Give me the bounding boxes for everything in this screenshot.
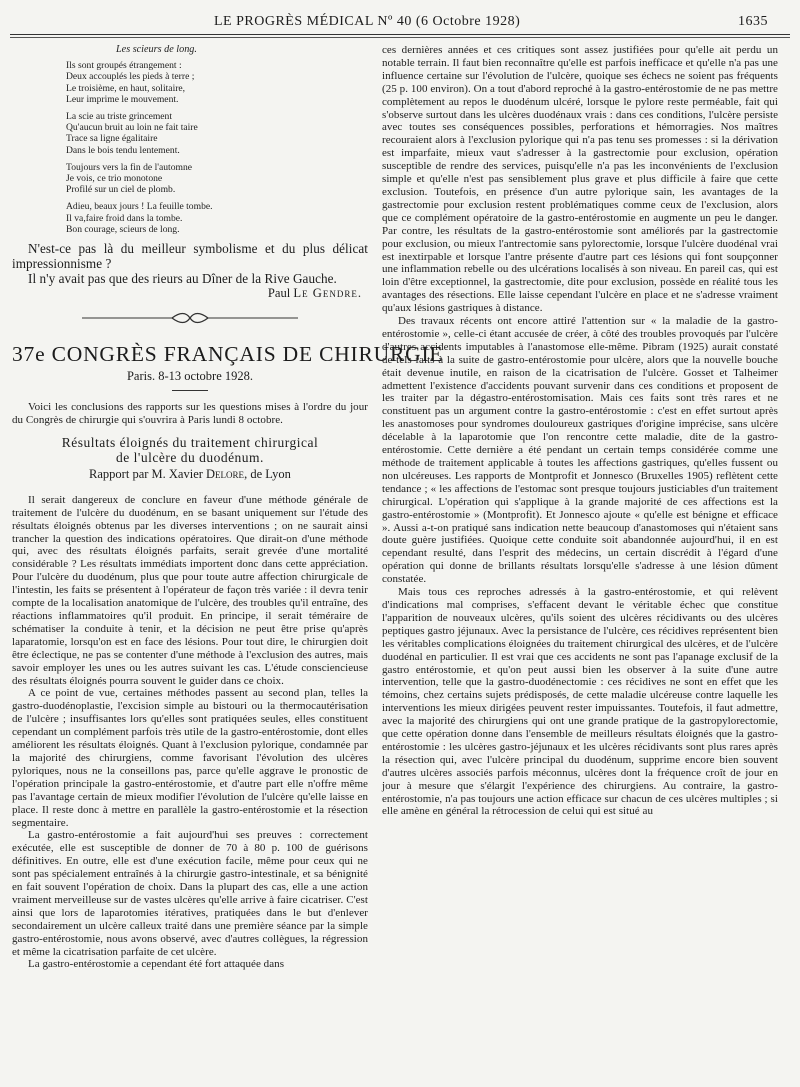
signature-last: Le Gendre. <box>293 286 362 301</box>
report-author-name: Delore <box>206 466 245 481</box>
closing-paragraph: N'est-ce pas là du meilleur symbolisme et du plus délicat impressionnisme ? <box>12 241 368 272</box>
body-paragraph: ces dernières années et ces critiques sont assez justifiées pour qu'elle ait perdu un notable terrain. Il faut bien reconnaître qu'elle est parfois inefficace et qu'elle n'a pas une influence certaine sur l'évolution de l'ulcère, quoique ses échecs ne soient pas fréquents (25 p. 100 environ). On a tout d'abord reproché à la gastro-entérostomie de ne pas mettre complètement au repos le duodénum ulcéré, lorsque le pylore reste perméable, fait qui s'observe surtout dans les ulcères duodénaux vrais : dans ces conditions, l'ulcère persiste avec toutes ses conséquences possibles, perforations et hémorragies. Nos maîtres recouraient alors à l'exclusion pylorique qui n'a pas tenu ses promesses : si la dérivation est imparfaite, mieux vaut s'adresser à la gastrectomie pour exclusion, opération susceptible de rendre des services, puisqu'elle n'a pas les inconvénients de l'exclusion simple et qu'elle n'est pas sensiblement plus grave et plus difficile à faire que cette exclusion. Toutefois, en présence d'un autre pylorique sain, les avantages de la gastrectomie pour exclusion restent problématiques comme ceux de l'exclusion, alors que ce complément opératoire de la gastro-entérostomie en augmente un peu le danger. Par contre, les résultats de la gastro-entérostomie sont améliorés par la gastrectomie pour exclusion, ou mieux l'antrectomie sans pylorectomie, lorsque l'ulcère duodénal vrai est inextirpable et lorsque l'antre présente d'autre part ces lésions qui font soupçonner une inflammation rebelle ou des ulcérations localisés à son niveau. En pareil cas, qui est loin d'être exceptionnel, la gastrectomie, dite pour exclusion, possède en réalité tous les avantages des résections. Elle laisse cependant l'ulcère en place et ne s'adresse vraiment qu'aux lésions gastriques à distance. <box>382 44 778 315</box>
poem-line: Je vois, ce trio monotone <box>66 173 163 185</box>
poem-line: La scie au triste grincement <box>66 111 173 123</box>
header-rule <box>10 34 790 35</box>
poem-stanza <box>66 162 368 196</box>
poem-line: Dans le bois tendu lentement. <box>66 144 180 156</box>
poem-title: Les scieurs de long. <box>116 44 197 55</box>
closing-paragraph: Il n'y avait pas que des rieurs au Dîner de la Rive Gauche. <box>28 271 337 287</box>
poem-line: Qu'aucun bruit au loin ne fait taire <box>66 122 198 134</box>
poem-line: Leur imprime le mouvement. <box>66 93 179 105</box>
running-header <box>14 10 786 36</box>
report-author-suffix: , de Lyon <box>244 466 291 481</box>
signature <box>12 286 362 301</box>
page-number: 1635 <box>738 14 768 29</box>
right-column <box>382 44 778 1079</box>
poem <box>66 44 368 235</box>
divider <box>172 390 208 391</box>
body-paragraph: Mais tous ces reproches adressés à la gastro-entérostomie, et qui relèvent d'indications mal comprises, s'effacent devant le véritable échec que constitue l'apparition de nouveaux ulcères, qu'ils soient des ulcères récidivants ou des ulcères peptiques gastro jéjunaux. Avec la persistance de l'ulcère, ces récidives représentent bien les véritables complications éloignées du traitement chirurgical des ulcères, et de l'ulcère duodénal en particulier. Il est vrai que ces accidents ne sont pas l'apanage exclusif de la gastro entérostomie, et qu'on peut aussi bien les observer à la suite d'une autre intervention, telle que la gastro-duodénectomie : ces récidives ne sont en effet que les témoins, chez certains sujets prédisposés, de cette maladie ulcéreuse contre laquelle les interventions les mieux dirigées peuvent rester impuissantes. Toutefois, il faut admettre, avec la majorité des chirurgiens qui ont une grande pratique de la gastropylorectomie, que cette opération donne dans l'ensemble de meilleurs résultats éloignés que la gastro-entérostomie : les ulcères gastro-jéjunaux et les ulcères récidivants sont plus rares après la résection qui, avec l'ulcère principal du duodénum, supprime encore bien souvent d'autres ulcères associés parfois méconnus, ulcères dont la fréquence croît de jour en jour à mesure que s'élargit l'expérience des chirurgiens. Au contraire, la gastro-entérostomie, n'a pas toujours une action efficace sur chacun de ces ulcères multiples ; si elle amène en général la rétrocession de celui qui est situé au <box>382 586 778 818</box>
body-paragraph: Des travaux récents ont encore attiré l'attention sur « la maladie de la gastro-entérostomie », celle-ci étant accusée de créer, à côté des troubles provoqués par l'ulcère d'autres accidents imputables à l'anastomose elle-même. Pibram (1925) aurait constaté de tels faits à la suite de gastro-entérostomie pour ulcère, alors que la nouvelle bouche était devenue inutile, en raison de la cicatrisation de l'ulcère. Gosset et Talheimer admettent l'existence d'accidents pouvant survenir dans ces conditions et proposent de les traiter par la dégastro-entérostomisation. Mais ces faits sont très rares et ne constituent pas un argument contre la gastro-entérostomie : c'est en effet surtout après les anastomoses pour syndromes douloureux gastriques d'origine imprécise, sans ulcère décelable à la laparotomie que l'on rencontre cette maladie, dite de la gastro-entérostomie. Cette dernière a été pendant un certain temps considérée comme une méthode de traitement applicable à toutes les affections gastriques, qu'elles fussent ou non ulcéreuses. Les rapports de Montprofit et Jonnesco (Bruxelles 1905) reflètent cette tendance ; « les affections de l'estomac sont presque toujours justiciables d'un traitement chirurgical. L'opération qui s'applique à la grande majorité de ces affections est la gastro-entérostomie » (Montprofit). Et Jonnesco ajoute « qu'elle est bénigne et efficace ». Aussi a-t-on pratiqué sans indication nette beaucoup d'anastomoses qui n'étaient sans doute guère justifiées. Quoique cette conduite soit abandonnée aujourd'hui, il en est cependant resulté, dans l'esprit des médecins, un certain discrédit à l'égard d'une opération qui donne de brillants résultats lorsqu'elle s'adresse à une lésion dûment constatée. <box>382 315 778 586</box>
poem-line: Trace sa ligne égalitaire <box>66 133 158 145</box>
running-head-title: LE PROGRÈS MÉDICAL Nº 40 (6 Octobre 1928) <box>214 14 521 29</box>
body-paragraph: La gastro-entérostomie a cependant été fort attaquée dans <box>28 958 285 971</box>
body-paragraph: Il serait dangereux de conclure en faveur d'une méthode générale de traitement de l'ulcère du duodénum, en se basant uniquement sur l'étude des résultats éloignés obtenus par les diverses interventions ; on ne saurait ainsi trancher la question des indications opératoires. Que dirait-on d'une méthode qui, avec des résultats éloignés parfaits, serait grevée d'une mortalité considérable ? Les résultats immédiats importent donc dans cette appréciation. Pour l'ulcère du duodénum, plus que pour toute autre affection chirurgicale de l'intestin, les faits se présentent à l'opérateur de façon très variée : il devra tenir compte de la localisation anatomique de l'ulcère, des troubles qu'il entraîne, des réactions inflammatoires qu'il produit. En principe, il serait téméraire de schématiser la conduite à tenir, et la décision ne peut être prise qu'après laparatomie, lorsqu'on est en face des lésions. Pour tout dire, le chirurgien doit être éclectique, ne pas se contenter d'une méthode à l'exclusion des autres, mais savoir employer les unes ou les autres suivant les cas. L'étude consciencieuse des résultats éloignés pourra souvent le guider dans ce choix. <box>12 493 368 687</box>
signature-first: Paul <box>267 286 291 301</box>
congress-subtitle: Paris. 8-13 octobre 1928. <box>126 369 254 384</box>
congress-intro: Voici les conclusions des rapports sur les questions mises à l'ordre du jour du Congrès de chirurgie qui s'ouvrira à Paris lundi 8 octobre. <box>12 401 368 426</box>
report-title <box>12 435 368 465</box>
poem-stanza <box>66 111 368 156</box>
report-title-line1: Résultats éloignés du traitement chirurgical <box>61 434 319 450</box>
poem-line: Bon courage, scieurs de long. <box>66 223 180 235</box>
poem-line: Le troisième, en haut, solitaire, <box>66 82 186 94</box>
poem-line: Toujours vers la fin de l'automne <box>66 161 193 173</box>
ornament-divider <box>12 311 368 325</box>
poem-line: Deux accouplés les pieds à terre ; <box>66 71 195 83</box>
poem-stanza <box>66 60 368 105</box>
body-paragraph: La gastro-entérostomie a fait aujourd'hui ses preuves : correctement exécutée, elle est susceptible de donner de 70 à 80 p. 100 de guérisons définitives. En outre, elle est d'une exécution facile, même pour ceux qui ne sont pas spécialement entraînés à la chirurgie gastro-intestinale, et sa bénignité en fait souvent l'opération de choix. Dans la plupart des cas, elle a une action vraiment merveilleuse sur de vastes ulcères qu'elle arrive à faire cicatriser. C'est ainsi que lors de laparotomies itératives, pratiquées dans le but d'enlever secondairement un ulcère calleux traité dans une première séance par la simple gastro-entérostomie, nous avons observé, avec d'autres collègues, la régression et même la cicatrisation parfaite de cet ulcère. <box>12 829 368 958</box>
left-column <box>12 44 444 1079</box>
poem-line: Adieu, beaux jours ! La feuille tombe. <box>66 201 213 213</box>
body-paragraph: A ce point de vue, certaines méthodes passent au second plan, telles la gastro-duodénoplastie, l'excision simple au bistouri ou la thermocautérisation de l'ulcère ; insuffisantes lors qu'elles sont pratiquées seules, elles constituent cependant un complément parfois très utile de la gastro-entérostomie, dont elles améliorent les résultats éloignés. Quant à l'exclusion pylorique, condamnée par la majorité des chirurgiens, comme favorisant l'évolution des ulcères pyloriques, nous ne la conseillons pas, parce qu'elle aggrave le pronostic de l'opération principale la gastro-entérostomie, et d'autre part elle n'offre même pas l'avantage certain de mieux modifier l'évolution de l'ulcère qu'elle laisse en place. Il reste donc à mettre en parallèle la gastro-entérostomie et la résection segmentaire. <box>12 687 368 829</box>
report-title-line2: de l'ulcère du duodénum. <box>116 449 264 465</box>
poem-line: Il va,faire froid dans la tombe. <box>66 212 183 224</box>
header-rule-thin <box>10 37 790 38</box>
poem-line: Profilé sur un ciel de plomb. <box>66 184 176 196</box>
report-author <box>12 467 368 482</box>
congress-title: 37e CONGRÈS FRANÇAIS DE CHIRURGIE <box>12 342 444 367</box>
poem-stanza <box>66 201 368 235</box>
report-author-prefix: Rapport par M. Xavier <box>89 466 203 481</box>
poem-line: Ils sont groupés étrangement : <box>66 60 182 72</box>
